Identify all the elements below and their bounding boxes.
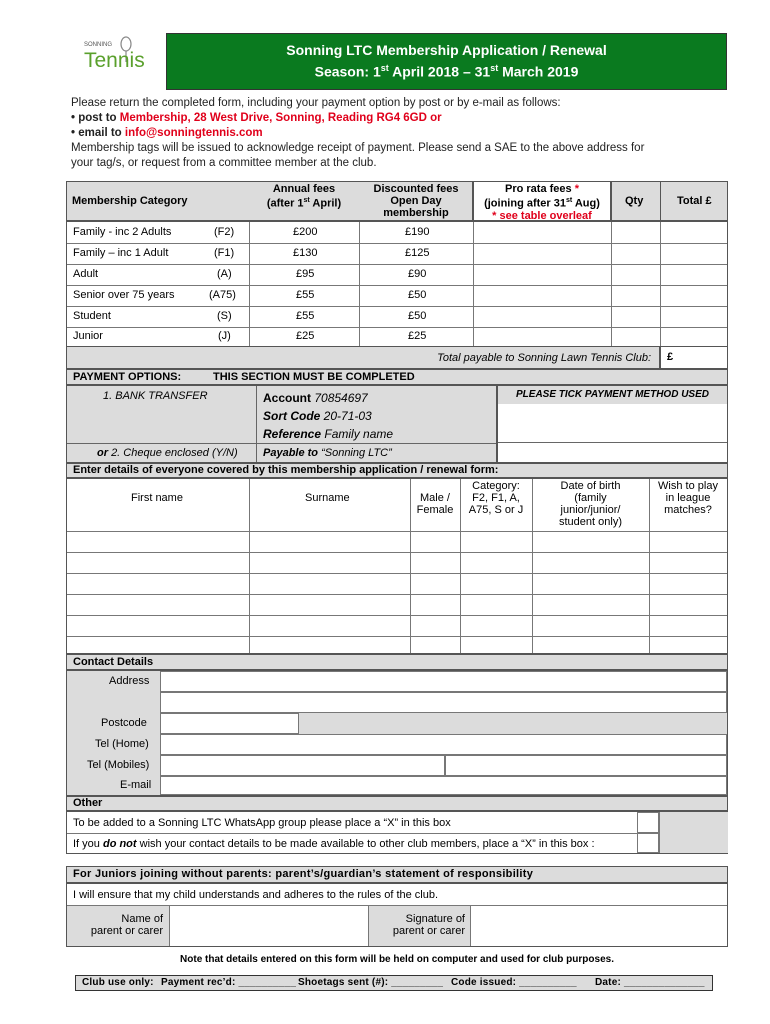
table-row: Senior over 75 years (A75) £55 £50 [73, 289, 427, 301]
email-label: E-mail [120, 779, 152, 791]
whatsapp-text: To be added to a Sonning LTC WhatsApp group please place a “X” in this box [73, 817, 451, 829]
tel-home-field[interactable] [160, 734, 727, 755]
whatsapp-checkbox[interactable] [637, 812, 659, 833]
total-payable-field[interactable]: £ [660, 346, 728, 369]
table-row: Adult (A) £95 £90 [73, 268, 427, 280]
member-row-input[interactable] [67, 574, 727, 594]
tick-payment-box: PLEASE TICK PAYMENT METHOD USED [497, 385, 728, 463]
season-line: Season: 1st April 2018 – 31st March 2019 [314, 63, 579, 80]
member-row-input[interactable] [67, 637, 727, 653]
tick-bank-transfer[interactable] [498, 404, 727, 443]
col-surname: Surname [305, 492, 350, 504]
tel-home-label: Tel (Home) [95, 738, 149, 750]
tel-mobile-field-1[interactable] [160, 755, 445, 776]
col-league: Wish to play in league matches? [658, 480, 718, 516]
privacy-checkbox[interactable] [637, 833, 659, 853]
address-field-line2[interactable] [160, 692, 727, 713]
member-row-input[interactable] [67, 553, 727, 573]
header-total: Total £ [677, 195, 712, 207]
header-prorata: Pro rata fees * (joining after 31st Aug) * see table overleaf [484, 183, 600, 222]
member-row-input[interactable] [67, 595, 727, 615]
table-row: Junior (J) £25 £25 [73, 330, 427, 342]
bank-transfer-label: 1. BANK TRANSFER [103, 390, 208, 402]
table-row: Family – inc 1 Adult (F1) £130 £125 [73, 247, 430, 259]
payment-header: PAYMENT OPTIONS: THIS SECTION MUST BE COMPLETED [66, 369, 728, 385]
member-row-input[interactable] [67, 616, 727, 636]
juniors-header: For Juniors joining without parents: parent’s/guardian’s statement of responsibility [66, 866, 728, 883]
tel-mobile-field-2[interactable] [445, 755, 727, 776]
intro-line1: Please return the completed form, including your payment option by post or by e-mail as follows: [71, 97, 561, 109]
tel-mobiles-label: Tel (Mobiles) [87, 759, 150, 771]
logo-big-text: Tennis [84, 49, 145, 72]
members-table [66, 478, 728, 654]
header-qty: Qty [625, 195, 644, 207]
fees-rows [66, 221, 728, 347]
col-dob: Date of birth (family junior/junior/ student only) [559, 480, 622, 528]
table-row: Student (S) £55 £50 [73, 310, 427, 322]
tick-cheque[interactable] [498, 443, 727, 462]
club-use-strip: Club use only: Payment rec’d: __________ Shoetags sent (#): _________ Code issued: __________ Date: ______________ [75, 975, 713, 991]
payment-section [66, 385, 497, 463]
col-first-name: First name [131, 492, 183, 504]
post-line: • post to Membership, 28 West Drive, Sonning, Reading RG4 6GD or [71, 112, 442, 124]
email-line: • email to info@sonningtennis.com [71, 127, 263, 139]
total-payable-row: Total payable to Sonning Lawn Tennis Club: [66, 346, 660, 369]
club-logo [80, 34, 150, 76]
data-note: Note that details entered on this form will be held on computer and used for club purposes. [180, 954, 614, 965]
col-category: Category: F2, F1, A, A75, S or J [468, 480, 524, 516]
contact-header: Contact Details [66, 654, 728, 670]
cheque-label: or 2. Cheque enclosed (Y/N) [97, 447, 238, 459]
signature-label: Signature of parent or carer [392, 913, 465, 937]
intro-line5: your tag/s, or request from a committee member at the club. [71, 157, 377, 169]
address-field[interactable] [160, 671, 727, 692]
intro-text [71, 96, 751, 171]
other-section [66, 811, 728, 854]
signature-field[interactable] [470, 906, 727, 946]
email-field[interactable] [160, 776, 727, 795]
header-annual: Annual fees (after 1st April) [266, 183, 342, 210]
table-row: Family - inc 2 Adults (F2) £200 £190 [73, 226, 430, 238]
parent-name-field[interactable] [169, 906, 369, 946]
contact-section [66, 670, 728, 796]
member-row-input[interactable] [67, 532, 727, 552]
address-label: Address [109, 675, 150, 687]
members-header: Enter details of everyone covered by this membership application / renewal form: [66, 463, 728, 478]
header-discount: Discounted fees Open Day membership [373, 183, 459, 219]
juniors-section [66, 883, 728, 947]
title-banner [166, 33, 727, 90]
privacy-text: If you do not wish your contact details to be made available to other club members, place a “X” in this box : [73, 838, 595, 850]
postcode-field[interactable] [160, 713, 299, 734]
form-title: Sonning LTC Membership Application / Renewal [286, 42, 607, 58]
logo-small-text: SONNING [84, 42, 113, 48]
payable-to: Payable to “Sonning LTC” [263, 447, 392, 459]
bank-details: Account 70854697 Sort Code 20-71-03 Reference Family name [263, 391, 394, 441]
postcode-label: Postcode [101, 717, 147, 729]
header-category: Membership Category [72, 195, 188, 207]
col-sex: Male / Female [416, 492, 454, 516]
juniors-statement: I will ensure that my child understands and adheres to the rules of the club. [73, 889, 439, 901]
intro-line4: Membership tags will be issued to acknowledge receipt of payment. Please send a SAE to the above address for [71, 142, 645, 154]
fees-table [66, 181, 728, 369]
other-header: Other [66, 796, 728, 811]
parent-name-label: Name of parent or carer [90, 913, 163, 937]
